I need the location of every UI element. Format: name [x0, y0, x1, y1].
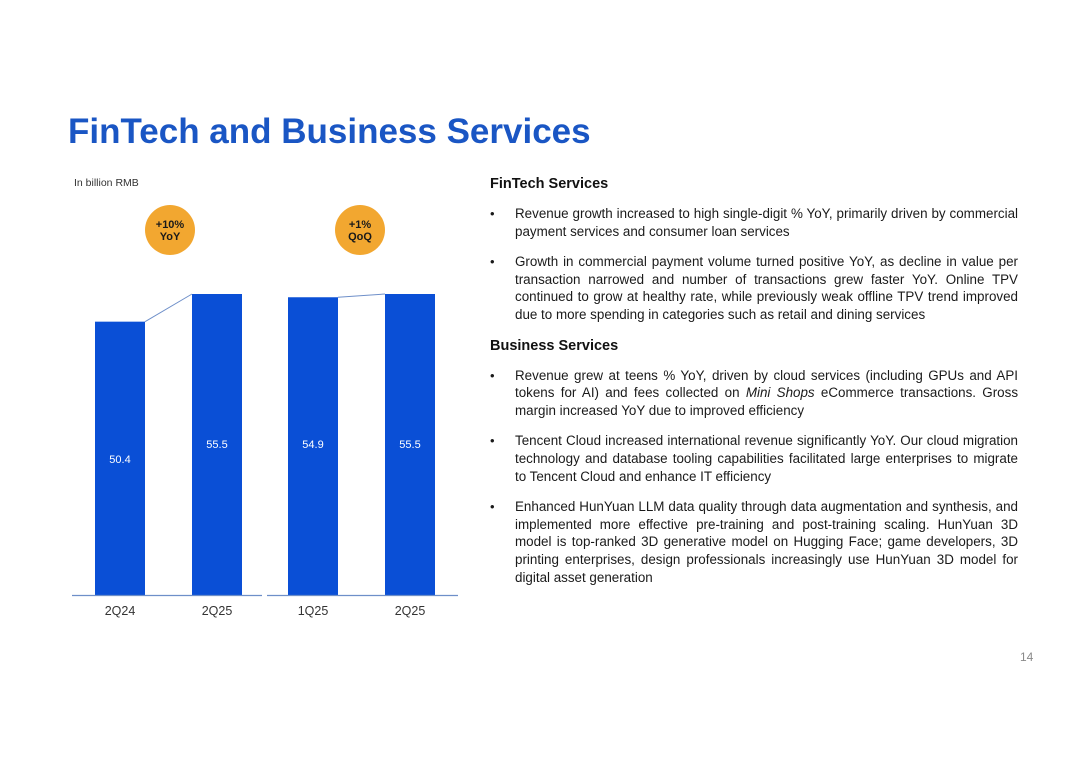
- fintech-section: [490, 176, 1018, 324]
- bullet-text: Growth in commercial payment volume turned positive YoY, as decline in value per transaction narrowed and number of transactions grew faster YoY. Online TPV continued to grow at healthy rate, while previously weak offline TPV trend improved due to more spending in categories such as retail and dining services: [515, 254, 1018, 322]
- bullet-item: [490, 432, 1018, 485]
- bullet-icon: •: [490, 499, 495, 515]
- data-label: 50.4: [109, 454, 131, 466]
- page-number: 14: [1020, 650, 1034, 664]
- growth-badge-text: +10%: [155, 219, 185, 231]
- section-heading-fintech: FinTech Services: [490, 176, 609, 192]
- bullet-icon: •: [490, 254, 495, 270]
- page-title: FinTech and Business Services: [68, 112, 591, 151]
- bullet-icon: •: [490, 206, 495, 221]
- growth-connector: [338, 294, 385, 297]
- bullet-text: Revenue growth increased to high single-digit % YoY, primarily driven by commercial payment services and consumer loan services: [515, 206, 1018, 239]
- revenue-bar-charts: [0, 0, 470, 640]
- bullet-icon: •: [490, 367, 495, 383]
- data-label: 54.9: [302, 439, 324, 451]
- business-section: [490, 338, 1018, 587]
- bullet-item: [490, 498, 1018, 586]
- bullet-text: Enhanced HunYuan LLM data quality through data augmentation and synthesis, and implemented more effective pre-training and post-training scaling. HunYuan 3D model is top-ranked 3D generative model on Hugging Face; game developers, 3D printing enterprises, design professionals increasingly use HunYuan 3D model for digital asset generation: [515, 499, 1018, 585]
- commentary-panel: [490, 176, 1018, 599]
- category-label: 2Q24: [104, 604, 136, 618]
- fintech-bullets: [490, 205, 1018, 324]
- bullet-item: [490, 205, 1018, 240]
- bullet-text: Tencent Cloud increased international revenue significantly YoY. Our cloud migration technology and database tooling capabilities facilitated large enterprises to migrate to Tencent Cloud and enhance IT efficiency: [515, 433, 1018, 484]
- growth-badge-text: YoY: [159, 231, 181, 243]
- category-label: 1Q25: [297, 604, 329, 618]
- emphasis-text: Mini Shops: [745, 385, 815, 401]
- bullet-icon: •: [490, 433, 495, 449]
- bullet-text: Revenue grew at teens % YoY, driven by cloud services (including GPUs and API tokens for AI) and fees collected on Mini Shops eCommerce transactions. Gross margin increased YoY due to improved efficiency: [515, 367, 1019, 418]
- growth-badge-text: +1%: [348, 219, 372, 231]
- category-label: 2Q25: [394, 604, 426, 618]
- category-label: 2Q25: [201, 604, 233, 618]
- bullet-item: [490, 253, 1018, 323]
- data-label: 55.5: [206, 439, 228, 451]
- bullet-item: [490, 367, 1018, 420]
- section-heading-business: Business Services: [490, 337, 619, 354]
- data-label: 55.5: [399, 439, 421, 451]
- growth-badge-text: QoQ: [348, 231, 372, 243]
- unit-label: In billion RMB: [74, 177, 139, 189]
- growth-connector: [145, 294, 192, 322]
- business-bullets: [490, 367, 1018, 587]
